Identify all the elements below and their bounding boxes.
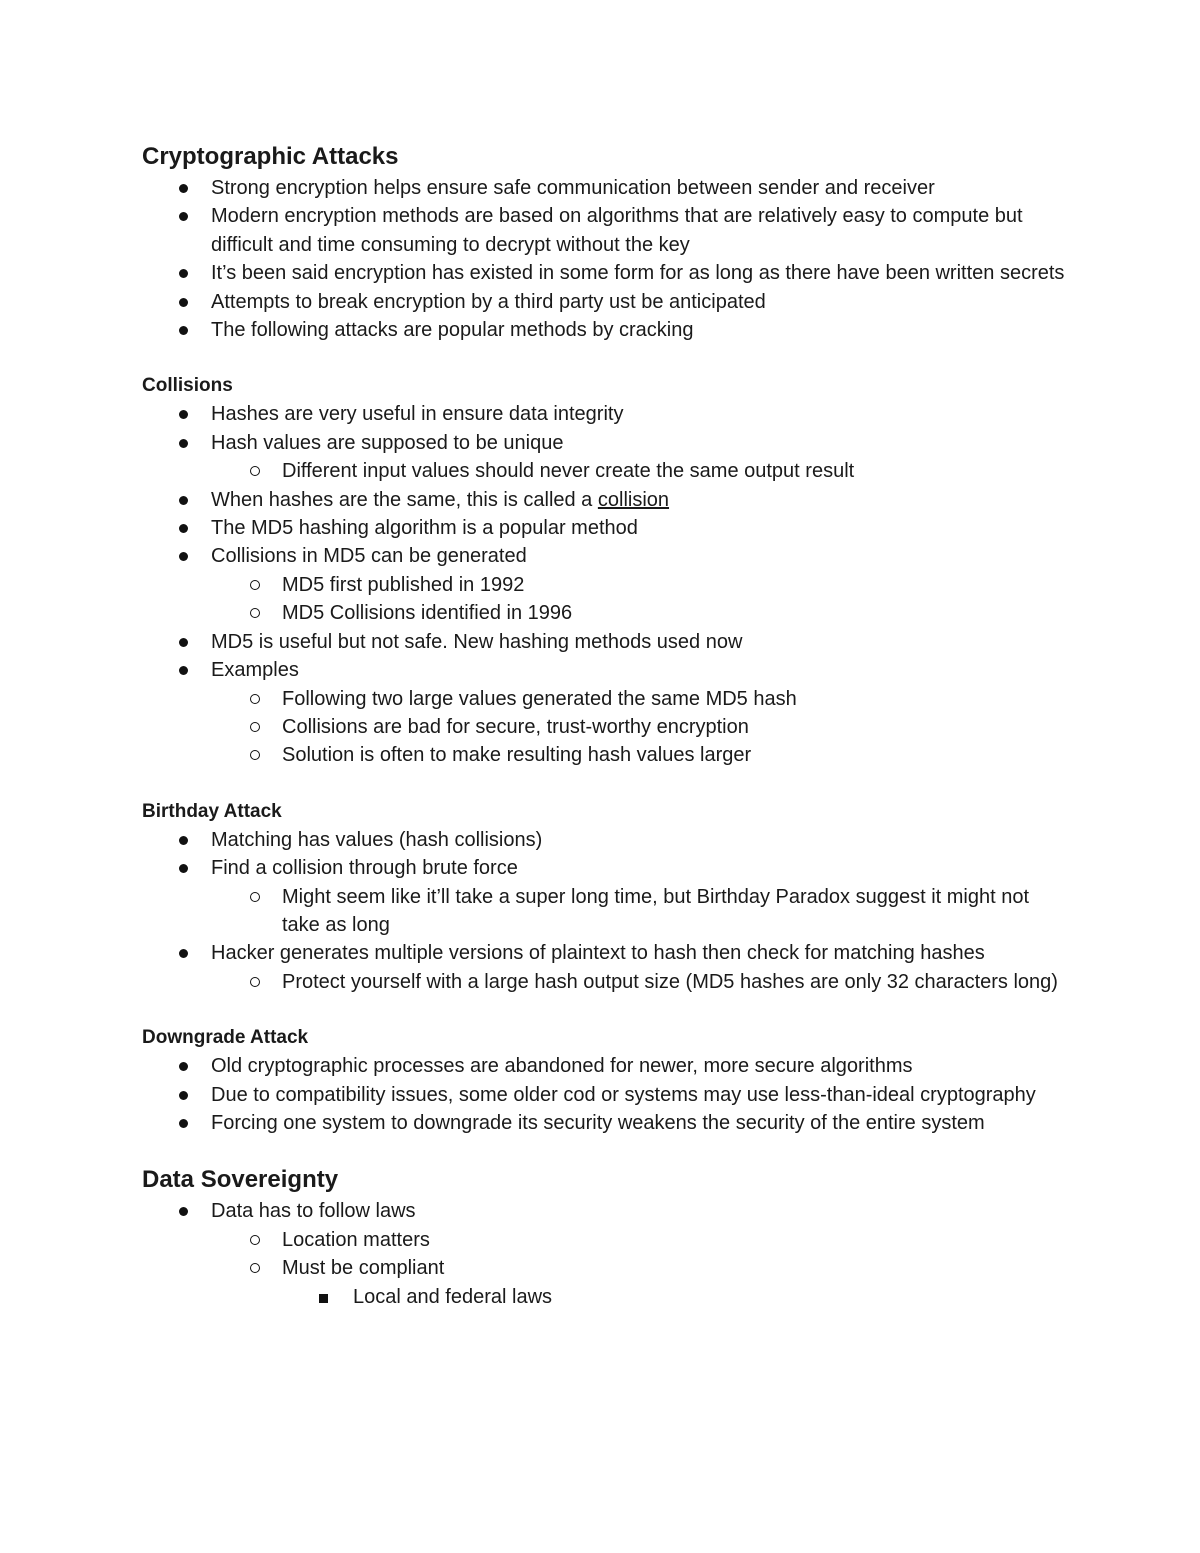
- collision-term: collision: [597, 488, 670, 511]
- list-item: [142, 259, 1072, 287]
- list-item-text: Solution is often to make resulting hash values larger: [282, 744, 752, 767]
- sub-list-item: [142, 599, 1072, 627]
- list-item: [142, 202, 1072, 259]
- hollow-bullet-icon: [250, 892, 260, 902]
- list-item: [142, 854, 1072, 882]
- filled-bullet-icon: [179, 269, 188, 278]
- document-page: [142, 140, 1072, 1311]
- list-item-text: When hashes are the same, this is called a: [211, 488, 598, 511]
- heading-downgrade-attack: Downgrade Attack: [142, 1027, 309, 1049]
- list-data-sovereignty: [142, 1197, 1072, 1311]
- filled-bullet-icon: [179, 1062, 188, 1071]
- filled-bullet-icon: [179, 439, 188, 448]
- list-item-text: MD5 Collisions identified in 1996: [282, 602, 573, 625]
- list-item: [142, 514, 1072, 542]
- list-item: [142, 288, 1072, 316]
- filled-bullet-icon: [179, 1207, 188, 1216]
- sub-list-item: [142, 883, 1072, 940]
- filled-bullet-icon: [179, 552, 188, 561]
- list-item-text: The following attacks are popular methods by cracking: [211, 319, 694, 342]
- sub-sub-list-item: [142, 1283, 1072, 1311]
- sub-list-item: [142, 968, 1072, 996]
- list-item-text: Location matters: [282, 1228, 430, 1251]
- list-item: [142, 174, 1072, 202]
- list-item-text: Examples: [211, 659, 299, 682]
- sub-list-item: [142, 457, 1072, 485]
- list-item-text: Attempts to break encryption by a third party ust be anticipated: [211, 290, 766, 313]
- list-item: [142, 429, 1072, 457]
- list-item-text: Different input values should never create the same output result: [282, 460, 855, 483]
- list-cryptographic-attacks: [142, 174, 1072, 344]
- list-item: [142, 1197, 1072, 1225]
- list-item: [142, 1052, 1072, 1080]
- hollow-bullet-icon: [250, 694, 260, 704]
- list-item-text: Protect yourself with a large hash output size (MD5 hashes are only 32 characters long): [282, 970, 1058, 993]
- list-item-text: Hacker generates multiple versions of plaintext to hash then check for matching hashes: [211, 942, 985, 965]
- sub-list-item: [142, 1226, 1072, 1254]
- filled-bullet-icon: [179, 326, 188, 335]
- heading-collisions: Collisions: [142, 375, 233, 397]
- hollow-bullet-icon: [250, 608, 260, 618]
- list-item: [142, 542, 1072, 570]
- filled-bullet-icon: [179, 1091, 188, 1100]
- sub-list-item: [142, 713, 1072, 741]
- list-item-text: Old cryptographic processes are abandoned for newer, more secure algorithms: [211, 1055, 913, 1078]
- sub-list-item: [142, 1254, 1072, 1282]
- list-item-text: Strong encryption helps ensure safe communication between sender and receiver: [211, 177, 935, 199]
- list-birthday-attack: [142, 826, 1072, 996]
- filled-bullet-icon: [179, 524, 188, 533]
- square-bullet-icon: [319, 1294, 328, 1303]
- hollow-bullet-icon: [250, 466, 260, 476]
- list-item: [142, 400, 1072, 428]
- list-item-text: Data has to follow laws: [211, 1200, 416, 1223]
- hollow-bullet-icon: [250, 750, 260, 760]
- heading-birthday-attack: Birthday Attack: [142, 800, 282, 822]
- list-item: [142, 656, 1072, 684]
- list-item-text: Collisions in MD5 can be generated: [211, 545, 527, 568]
- hollow-bullet-icon: [250, 1263, 260, 1273]
- filled-bullet-icon: [179, 184, 188, 193]
- list-item: [142, 826, 1072, 854]
- filled-bullet-icon: [179, 298, 188, 307]
- list-item-text: It’s been said encryption has existed in some form for as long as there have been written secrets: [211, 262, 1065, 285]
- hollow-bullet-icon: [250, 977, 260, 987]
- heading-data-sovereignty: Data Sovereignty: [142, 1166, 339, 1194]
- list-item-text: Modern encryption methods are based on algorithms that are relatively easy to compute but difficult and time consuming to decrypt without the key: [211, 205, 1023, 256]
- list-item: [142, 316, 1072, 344]
- list-item: [142, 628, 1072, 656]
- list-item-text: Due to compatibility issues, some older cod or systems may use less-than-ideal cryptography: [211, 1083, 1036, 1106]
- list-item-text: Find a collision through brute force: [211, 857, 518, 880]
- list-item-text: Collisions are bad for secure, trust-worthy encryption: [282, 715, 749, 738]
- list-downgrade-attack: [142, 1052, 1072, 1137]
- list-item: [142, 1081, 1072, 1109]
- list-item-text: MD5 first published in 1992: [282, 573, 525, 596]
- list-item: [142, 939, 1072, 967]
- list-item: [142, 1109, 1072, 1137]
- list-item-text: Forcing one system to downgrade its security weakens the security of the entire system: [211, 1111, 985, 1134]
- sub-list-item: [142, 571, 1072, 599]
- list-item-text: Local and federal laws: [353, 1285, 553, 1308]
- list-item: [142, 486, 1072, 514]
- filled-bullet-icon: [179, 212, 188, 221]
- list-item-text: Hash values are supposed to be unique: [211, 431, 564, 454]
- list-item-text: Might seem like it’ll take a super long time, but Birthday Paradox suggest it might not take as long: [282, 885, 1030, 936]
- hollow-bullet-icon: [250, 580, 260, 590]
- filled-bullet-icon: [179, 410, 188, 419]
- sub-list-item: [142, 741, 1072, 769]
- filled-bullet-icon: [179, 666, 188, 675]
- list-item-text: Hashes are very useful in ensure data integrity: [211, 403, 624, 426]
- hollow-bullet-icon: [250, 1235, 260, 1245]
- filled-bullet-icon: [179, 1119, 188, 1128]
- heading-cryptographic-attacks: Cryptographic Attacks: [142, 143, 399, 170]
- list-item-text: MD5 is useful but not safe. New hashing methods used now: [211, 630, 743, 653]
- list-item-text: The MD5 hashing algorithm is a popular method: [211, 517, 638, 540]
- hollow-bullet-icon: [250, 722, 260, 732]
- list-collisions: [142, 400, 1072, 769]
- filled-bullet-icon: [179, 638, 188, 647]
- list-item-text: Following two large values generated the same MD5 hash: [282, 687, 797, 710]
- list-item-text: Must be compliant: [282, 1257, 445, 1280]
- filled-bullet-icon: [179, 836, 188, 845]
- filled-bullet-icon: [179, 949, 188, 958]
- filled-bullet-icon: [179, 864, 188, 873]
- filled-bullet-icon: [179, 496, 188, 505]
- sub-list-item: [142, 685, 1072, 713]
- list-item-text: Matching has values (hash collisions): [211, 828, 543, 851]
